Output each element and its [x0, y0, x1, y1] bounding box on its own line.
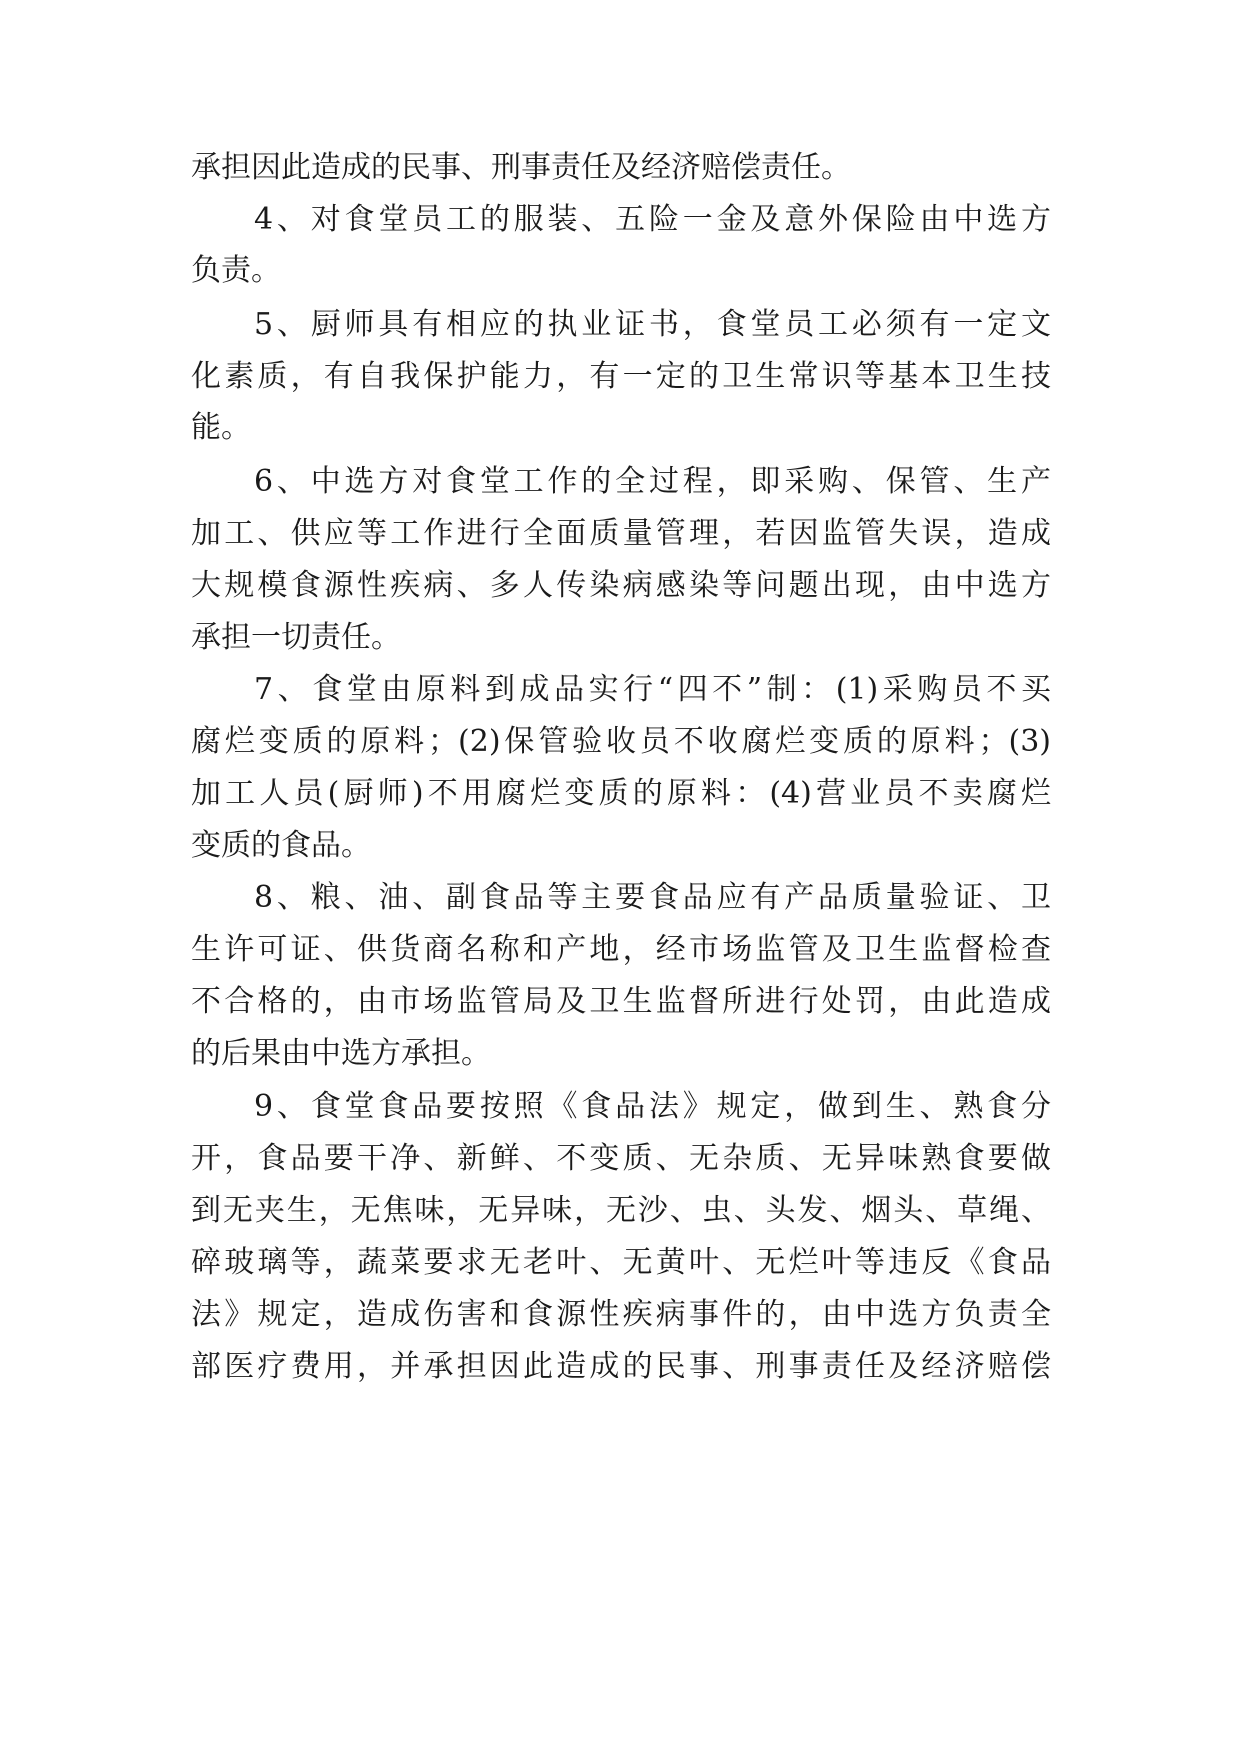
text-line: 加工人员(厨师)不用腐烂变质的原料：(4)营业员不卖腐烂: [191, 776, 1051, 811]
text-line: 化素质，有自我保护能力，有一定的卫生常识等基本卫生技: [191, 359, 1051, 394]
text-line: 加工、供应等工作进行全面质量管理，若因监管失误，造成: [191, 516, 1051, 551]
text-line: 承担因此造成的民事、刑事责任及经济赔偿责任。: [191, 150, 851, 185]
text-line: 碎玻璃等，蔬菜要求无老叶、无黄叶、无烂叶等违反《食品: [191, 1245, 1051, 1280]
text-line: 6、中选方对食堂工作的全过程，即采购、保管、生产: [254, 464, 1051, 499]
text-line: 开，食品要干净、新鲜、不变质、无杂质、无异味熟食要做: [191, 1141, 1051, 1176]
text-line: 能。: [191, 410, 251, 445]
text-line: 5、厨师具有相应的执业证书，食堂员工必须有一定文: [254, 307, 1051, 342]
text-line: 变质的食品。: [191, 828, 371, 863]
text-line: 生许可证、供货商名称和产地，经市场监管及卫生监督检查: [191, 932, 1051, 967]
text-line: 4、对食堂员工的服装、五险一金及意外保险由中选方: [254, 202, 1051, 237]
text-line: 法》规定，造成伤害和食源性疾病事件的，由中选方负责全: [191, 1297, 1051, 1332]
text-line: 7、食堂由原料到成品实行“四不”制：(1)采购员不买: [254, 672, 1051, 707]
text-line: 部医疗费用，并承担因此造成的民事、刑事责任及经济赔偿: [191, 1349, 1051, 1384]
text-line: 腐烂变质的原料；(2)保管验收员不收腐烂变质的原料；(3): [191, 724, 1051, 759]
text-line: 大规模食源性疾病、多人传染病感染等问题出现，由中选方: [191, 568, 1051, 603]
text-line: 8、粮、油、副食品等主要食品应有产品质量验证、卫: [254, 880, 1051, 915]
text-line: 到无夹生，无焦味，无异味，无沙、虫、头发、烟头、草绳、: [191, 1193, 1051, 1228]
text-line: 负责。: [191, 253, 281, 288]
text-line: 承担一切责任。: [191, 620, 401, 655]
text-line: 9、食堂食品要按照《食品法》规定，做到生、熟食分: [254, 1089, 1051, 1124]
text-line: 不合格的，由市场监管局及卫生监督所进行处罚，由此造成: [191, 984, 1051, 1019]
text-line: 的后果由中选方承担。: [191, 1036, 491, 1071]
